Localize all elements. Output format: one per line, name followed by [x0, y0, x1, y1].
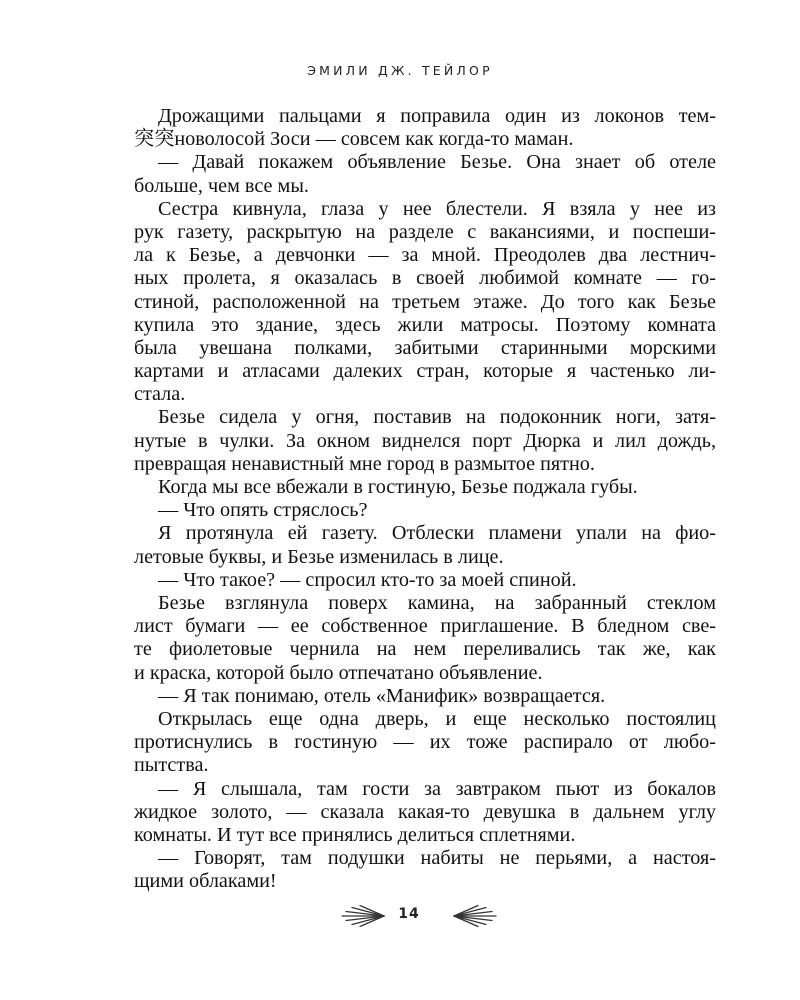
text-line: Безье взглянула поверх камина, на забранный стеклом [158, 592, 716, 615]
text-line: стала. [134, 383, 186, 406]
paragraph [134, 685, 716, 708]
paragraph [134, 105, 716, 151]
text-line: щими облаками! [134, 870, 277, 893]
text-line: — Говорят, там подушки набиты не перьями, а настоя- [158, 847, 716, 870]
text-line: ных пролета, я оказалась в своей любимой комнате — го- [134, 267, 716, 290]
text-line: больше, чем все мы. [134, 174, 309, 197]
text-line: Я протянула ей газету. Отблески пламени упали на фио- [158, 522, 716, 545]
text-line: превращая ненавистный мне город в размытое пятно. [134, 452, 595, 475]
text-line: летовые буквы, и Безье изменилась в лице. [134, 545, 504, 568]
text-line: Безье сидела у огня, поставив на подоконник ноги, затя- [158, 406, 716, 429]
paragraph [134, 522, 716, 568]
text-line: — Что опять стряслось? [158, 499, 368, 522]
ornament-right-icon [452, 905, 498, 927]
text-line: стиной, расположенной на третьем этаже. До того как Безье [134, 290, 716, 313]
page-text [134, 105, 716, 894]
paragraph [134, 592, 716, 685]
text-line: пытства. [134, 754, 209, 777]
paragraph [134, 778, 716, 848]
text-line: Сестра кивнула, глаза у нее блестели. Я взяла у нее из [158, 197, 716, 220]
running-head: ЭМИЛИ ДЖ. ТЕЙЛОР [307, 63, 493, 78]
text-line: и краска, которой было отпечатано объявление. [134, 661, 543, 684]
text-line: — Я так понимаю, отель «Манифик» возвращается. [158, 684, 606, 707]
text-line: нутые в чулки. За окном виднелся порт Дюрка и лил дождь, [134, 429, 716, 452]
text-line: жидкое золото, — сказала какая-то девушка в дальнем углу [134, 800, 716, 823]
text-line: Дрожащими пальцами я поправила один из локонов тем- [158, 105, 716, 127]
paragraph [134, 569, 716, 592]
text-line: те фиолетовые чернила на нем переливались так же, как [134, 638, 716, 661]
paragraph [134, 406, 716, 476]
paragraph [134, 198, 716, 407]
text-line: комнаты. И тут все принялись делиться сплетнями. [134, 823, 576, 846]
text-line: 突突новолосой Зоси — совсем как когда-то маман. [134, 128, 574, 151]
text-line: купила это здание, здесь жили матросы. Поэтому комната [134, 313, 716, 336]
text-line: Открылась еще одна дверь, и еще несколько постоялиц [158, 708, 716, 731]
text-line: протиснулись в гостиную — их тоже распирало от любо- [134, 731, 716, 754]
text-line: картами и атласами далеких стран, которые я частенько ли- [134, 360, 716, 383]
page-footer [0, 905, 800, 929]
text-line: — Что такое? — спросил кто-то за моей спиной. [158, 568, 577, 591]
text-line: ла к Безье, а девчонки — за мной. Преодолев два лестнич- [134, 244, 716, 267]
paragraph [134, 847, 716, 893]
text-line: рук газету, раскрытую на разделе с вакансиями, и поспеши- [134, 220, 716, 243]
text-line: — Давай покажем объявление Безье. Она знает об отеле [158, 151, 716, 174]
paragraph [134, 499, 716, 522]
paragraph [134, 151, 716, 197]
text-line: лист бумаги — ее собственное приглашение. В бледном све- [134, 615, 716, 638]
text-line: была увешана полками, забитыми старинными морскими [134, 336, 716, 359]
paragraph [134, 708, 716, 778]
ornament-left-icon [340, 905, 386, 927]
text-line: — Я слышала, там гости за завтраком пьют из бокалов [158, 777, 716, 800]
text-line: Когда мы все вбежали в гостиную, Безье поджала губы. [158, 476, 638, 499]
page-number: 14 [398, 906, 420, 922]
paragraph [134, 476, 716, 499]
